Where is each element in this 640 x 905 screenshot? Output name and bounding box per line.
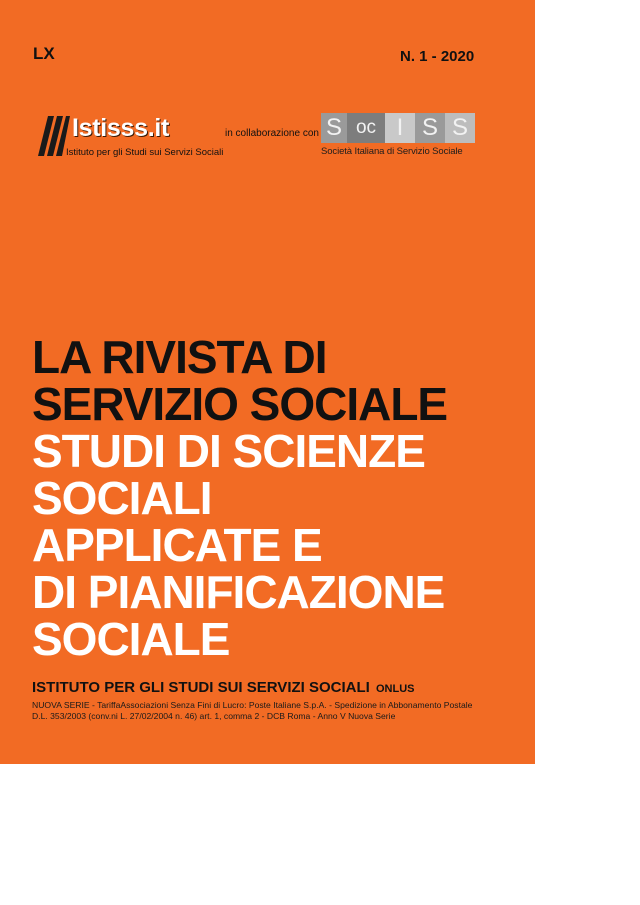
- sociss-letter: I: [385, 113, 415, 143]
- sociss-letter: S: [445, 113, 475, 143]
- sociss-subtitle: Società Italiana di Servizio Sociale: [321, 146, 463, 157]
- collaboration-text: in collaborazione con: [225, 128, 319, 139]
- sociss-logo: [321, 113, 481, 161]
- sociss-letter: oc: [347, 113, 385, 143]
- subtitle-line: SOCIALI: [32, 472, 212, 524]
- postal-note-line: D.L. 353/2003 (conv.ni L. 27/02/2004 n. 46) art. 1, comma 2 - DCB Roma - Anno V Nuova Serie: [32, 711, 396, 721]
- sociss-letter: S: [415, 113, 445, 143]
- title-line: LA RIVISTA DI: [32, 331, 327, 383]
- istisss-subtitle: Istituto per gli Studi sui Servizi Sociali: [66, 147, 224, 158]
- postal-notes: [32, 700, 472, 722]
- subtitle-line: SOCIALE: [32, 613, 230, 665]
- publisher-suffix: ONLUS: [376, 683, 415, 695]
- title-line: SERVIZIO SOCIALE: [32, 378, 448, 430]
- subtitle-line: APPLICATE E: [32, 519, 322, 571]
- istisss-name: Istisss.it: [72, 114, 170, 142]
- postal-note-line: NUOVA SERIE - TariffaAssociazioni Senza Fini di Lucro: Poste Italiane S.p.A. - Spedizione in Abbonamento Postale: [32, 700, 473, 710]
- publisher-label: ISTITUTO PER GLI STUDI SUI SERVIZI SOCIALI: [32, 679, 370, 696]
- subtitle-line: STUDI DI SCIENZE: [32, 425, 425, 477]
- istisss-logo: [38, 114, 224, 164]
- issue-number: N. 1 - 2020: [400, 48, 475, 65]
- volume-number: LX: [33, 44, 55, 63]
- subtitle-line: DI PIANIFICAZIONE: [32, 566, 445, 618]
- publisher-name: [32, 679, 415, 696]
- sociss-wordmark: [321, 113, 475, 143]
- sociss-letter: S: [321, 113, 347, 143]
- journal-title: [32, 331, 448, 665]
